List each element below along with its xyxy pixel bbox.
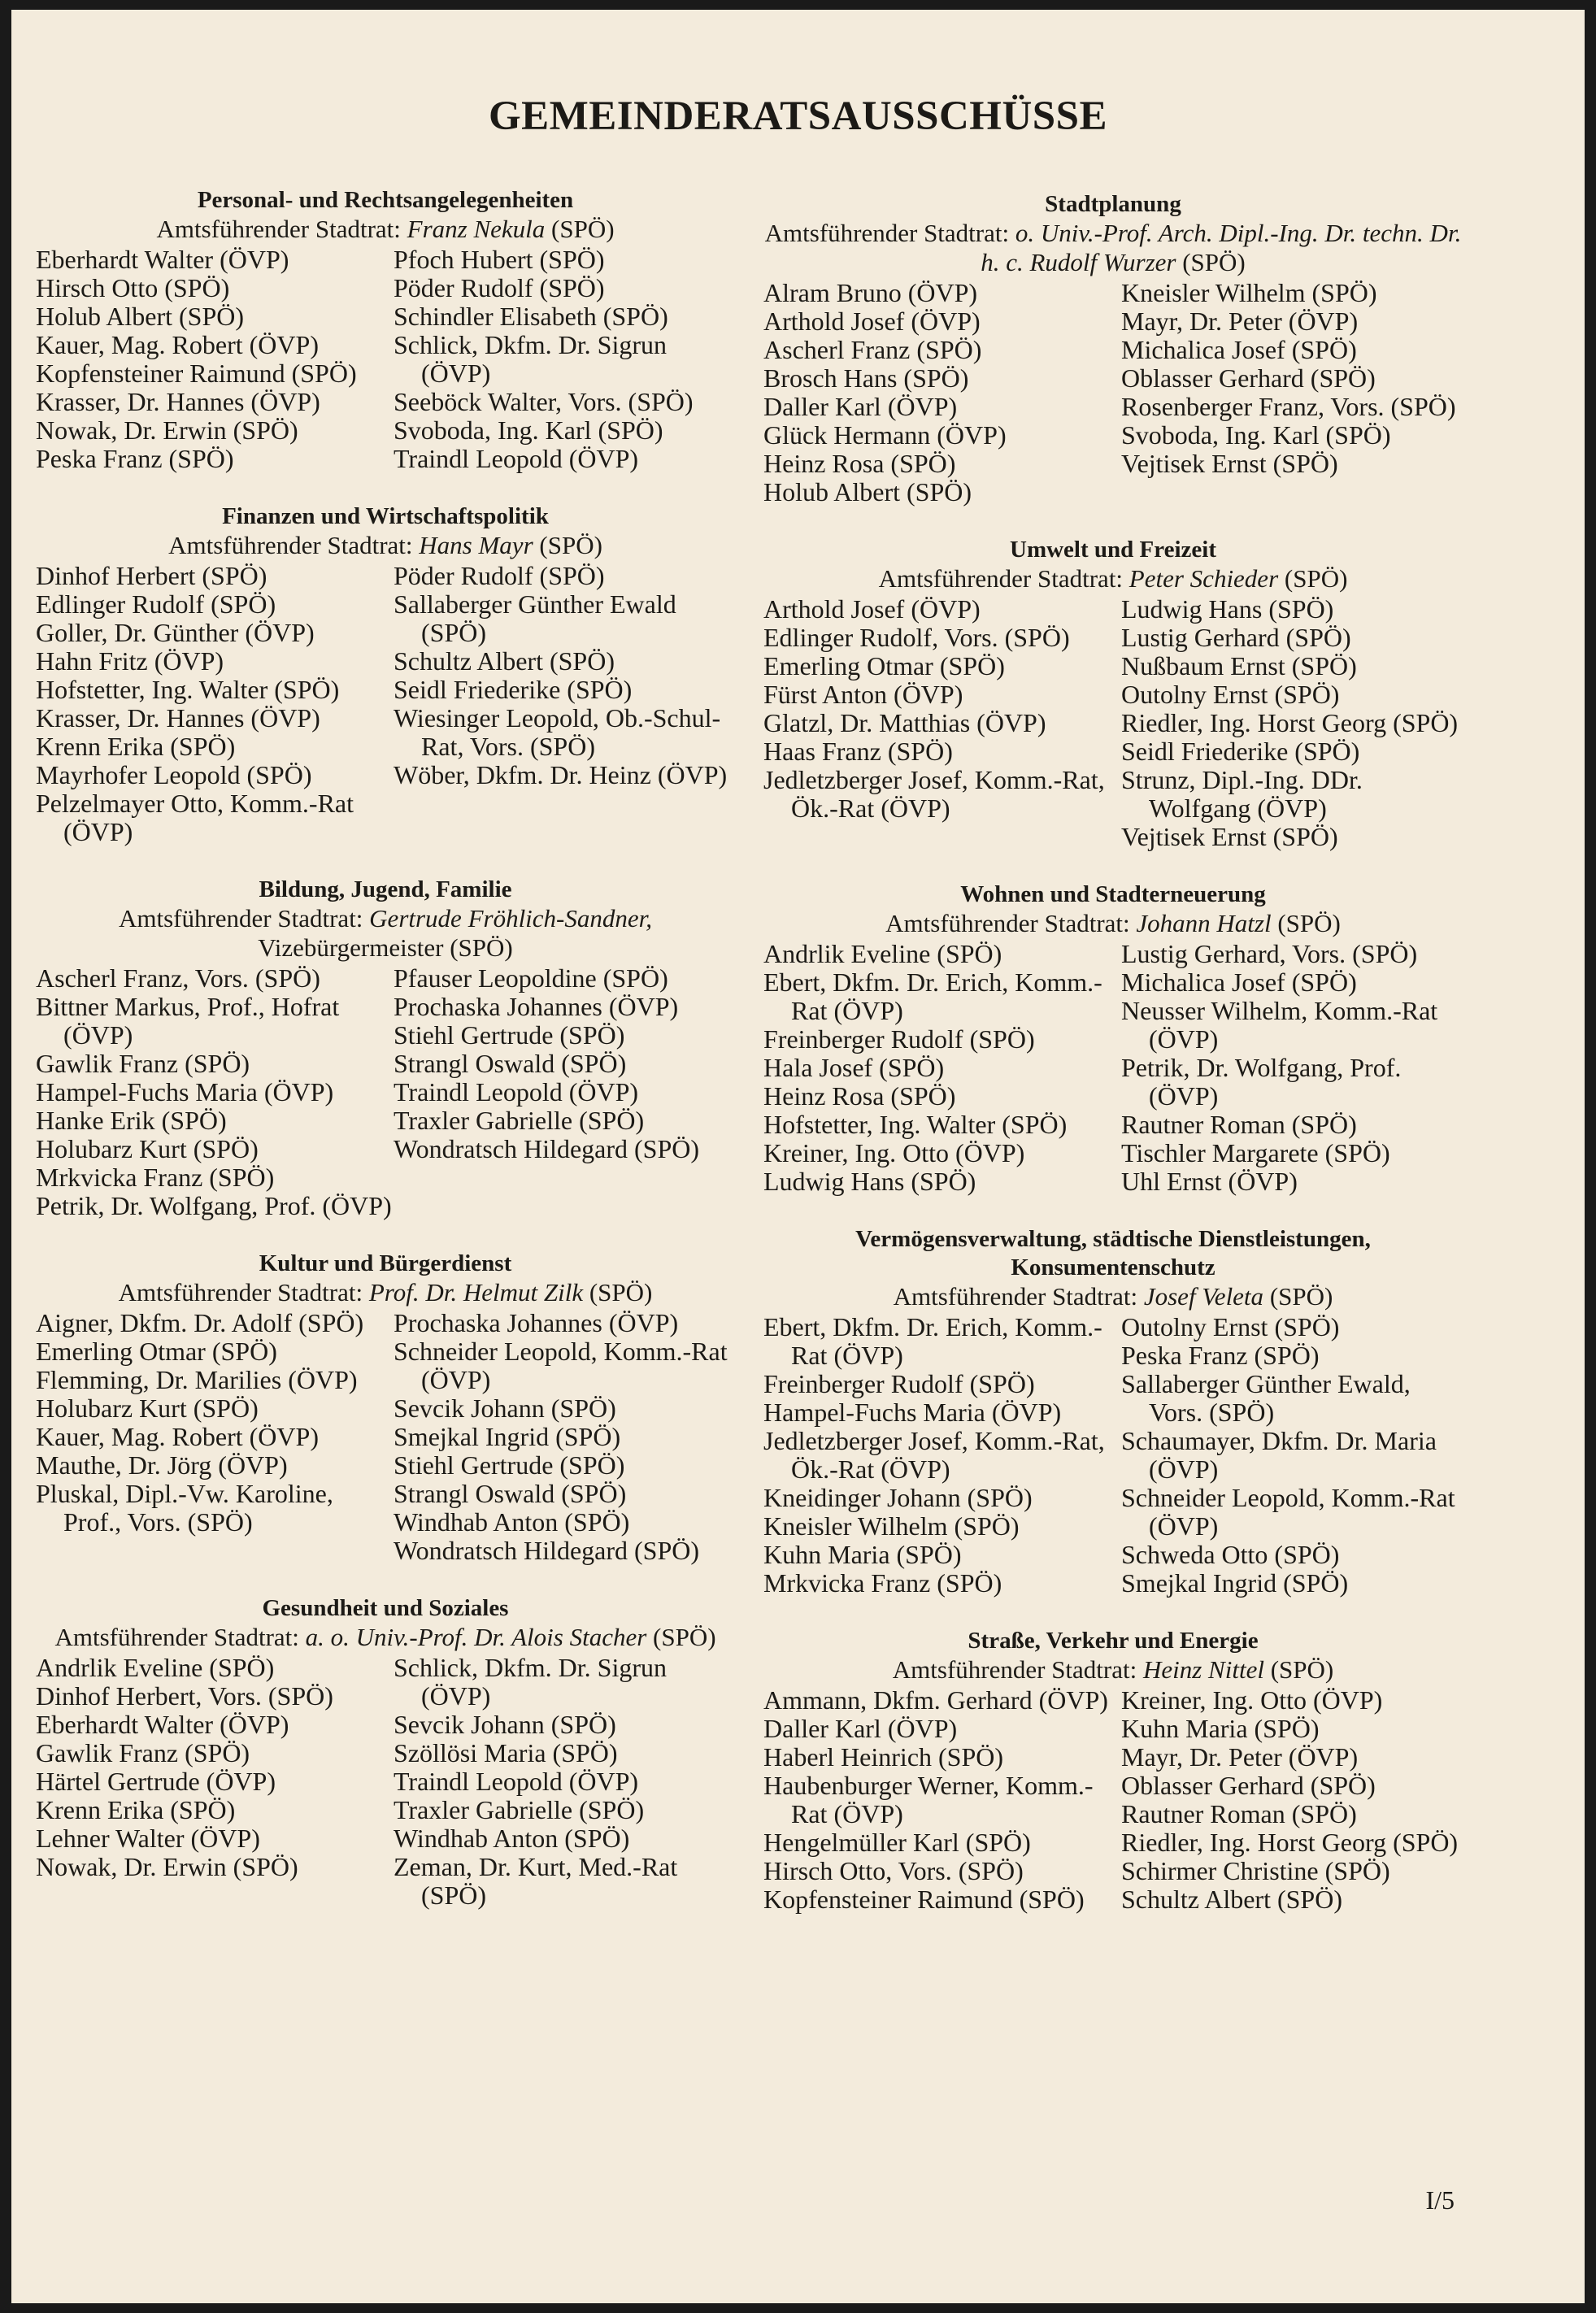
member-entry: Edlinger Rudolf, Vors. (SPÖ) [763,623,1070,652]
member-entry: Holubarz Kurt (SPÖ) [36,1134,259,1163]
member-entry: Kauer, Mag. Robert (ÖVP) [36,1422,319,1451]
member-entry: Mayr, Dr. Peter (ÖVP) [1121,1742,1359,1772]
committee-chair [763,1282,1463,1311]
member-entry: Kopfensteiner Raimund (SPÖ) [763,1885,1085,1914]
member-column-2 [1121,279,1463,507]
member-entry: Sallaberger Günther Ewald, Vors. (SPÖ) [1121,1369,1411,1427]
chair-name: Hans Mayr [419,531,533,559]
member-entry: Sevcik Johann (SPÖ) [394,1710,616,1739]
member-entry: Ascherl Franz (SPÖ) [763,335,982,364]
document-page [11,10,1585,2303]
member-entry: Heinz Rosa (SPÖ) [763,449,956,478]
member-entry: Hofstetter, Ing. Walter (SPÖ) [36,675,340,704]
committee-chair [763,909,1463,938]
member-column-1 [36,246,394,473]
member-entry: Tischler Margarete (SPÖ) [1121,1138,1390,1167]
member-entry: Hofstetter, Ing. Walter (SPÖ) [763,1110,1068,1139]
member-entry: Schindler Elisabeth (SPÖ) [394,302,668,331]
member-entry: Flemming, Dr. Marilies (ÖVP) [36,1365,358,1394]
chair-party: (SPÖ) [1284,564,1348,593]
member-entry: Schlick, Dkfm. Dr. Sigrun (ÖVP) [394,1653,667,1711]
page-title: GEMEINDERATSAUSSCHÜSSE [488,93,1108,139]
member-entry: Szöllösi Maria (SPÖ) [394,1738,618,1767]
member-entry: Mrkvicka Franz (SPÖ) [36,1163,275,1192]
member-entry: Ebert, Dkfm. Dr. Erich, Komm.-Rat (ÖVP) [763,967,1102,1025]
member-entry: Sevcik Johann (SPÖ) [394,1393,616,1423]
member-entry: Strangl Oswald (SPÖ) [394,1479,627,1508]
chair-party: (SPÖ) [551,215,615,243]
member-column-2 [1121,940,1463,1196]
member-entry: Glatzl, Dr. Matthias (ÖVP) [763,708,1046,737]
left-column [36,186,735,1939]
member-entry: Vejtisek Ernst (SPÖ) [1121,449,1338,478]
committee-title: Straße, Verkehr und Energie [968,1628,1259,1654]
member-entry: Prochaska Johannes (ÖVP) [394,992,679,1021]
member-entry: Freinberger Rudolf (SPÖ) [763,1369,1035,1398]
member-entry: Traindl Leopold (ÖVP) [394,444,639,473]
member-entry: Freinberger Rudolf (SPÖ) [763,1024,1035,1054]
member-entry: Emerling Otmar (SPÖ) [763,651,1005,680]
member-entry: Hanke Erik (SPÖ) [36,1106,227,1135]
chair-label: Amtsführender Stadtrat: [118,1278,363,1306]
member-entry: Krenn Erika (SPÖ) [36,1795,236,1824]
member-column-2 [1121,595,1463,851]
chair-party: (SPÖ) [539,531,602,559]
member-entry: Traindl Leopold (ÖVP) [394,1077,639,1107]
member-entry: Jedletzberger Josef, Komm.-Rat, Ök.-Rat (ÖVP) [763,1426,1105,1484]
member-entry: Hampel-Fuchs Maria (ÖVP) [36,1077,334,1107]
member-entry: Kneisler Wilhelm (SPÖ) [1121,278,1377,307]
member-entry: Windhab Anton (SPÖ) [394,1507,630,1537]
member-entry: Lehner Walter (ÖVP) [36,1824,260,1853]
committee-chair [36,1623,735,1652]
member-entry: Rautner Roman (SPÖ) [1121,1110,1357,1139]
member-list [763,1313,1463,1598]
chair-name: Prof. Dr. Helmut Zilk [368,1278,584,1306]
member-entry: Mayr, Dr. Peter (ÖVP) [1121,307,1359,336]
committee-title: Stadtplanung [1045,191,1181,217]
member-entry: Ammann, Dkfm. Gerhard (ÖVP) [763,1685,1108,1715]
chair-name: o. Univ.-Prof. Arch. Dipl.-Ing. Dr. techn. Dr. h. c. Rudolf Wurzer [981,219,1462,276]
member-entry: Nußbaum Ernst (SPÖ) [1121,651,1357,680]
chair-party: (SPÖ) [1270,1655,1334,1684]
chair-party: (SPÖ) [1269,1282,1333,1311]
member-entry: Eberhardt Walter (ÖVP) [36,1710,289,1739]
member-entry: Wöber, Dkfm. Dr. Heinz (ÖVP) [394,760,728,789]
chair-name: Josef Veleta [1143,1282,1264,1311]
committee-chair [763,1655,1463,1685]
member-entry: Krasser, Dr. Hannes (ÖVP) [36,703,320,733]
member-entry: Hengelmüller Karl (SPÖ) [763,1828,1031,1857]
member-entry: Peska Franz (SPÖ) [1121,1341,1320,1370]
chair-label: Amtsführender Stadtrat: [893,1282,1138,1311]
committee-chair [36,1278,735,1307]
chair-label: Amtsführender Stadtrat: [892,1655,1137,1684]
member-entry: Pöder Rudolf (SPÖ) [394,561,605,590]
member-entry: Rosenberger Franz, Vors. (SPÖ) [1121,392,1456,421]
committee-section [763,880,1463,1196]
member-entry: Kreiner, Ing. Otto (ÖVP) [763,1138,1025,1167]
committee-section [36,876,735,1220]
member-entry: Strunz, Dipl.-Ing. DDr. Wolfgang (ÖVP) [1121,765,1363,823]
member-list [36,246,735,473]
member-entry: Stiehl Gertrude (SPÖ) [394,1020,625,1050]
member-entry: Krasser, Dr. Hannes (ÖVP) [36,387,320,416]
member-entry: Pluskal, Dipl.-Vw. Karoline, Prof., Vors. (SPÖ) [36,1479,333,1537]
chair-label: Amtsführender Stadtrat: [885,909,1130,937]
member-column-2 [394,246,735,473]
member-entry: Neusser Wilhelm, Komm.-Rat (ÖVP) [1121,996,1438,1054]
member-entry: Riedler, Ing. Horst Georg (SPÖ) [1121,1828,1459,1857]
member-entry: Seidl Friederike (SPÖ) [394,675,633,704]
member-entry: Holubarz Kurt (SPÖ) [36,1393,259,1423]
member-list [763,1686,1463,1914]
member-entry: Härtel Gertrude (ÖVP) [36,1767,276,1796]
member-entry: Smejkal Ingrid (SPÖ) [394,1422,621,1451]
member-entry: Ludwig Hans (SPÖ) [1121,594,1334,624]
chair-name: a. o. Univ.-Prof. Dr. Alois Stacher [305,1623,647,1651]
committee-section [36,1250,735,1565]
member-entry: Outolny Ernst (SPÖ) [1121,680,1340,709]
right-column [763,190,1463,1943]
member-entry: Ascherl Franz, Vors. (SPÖ) [36,963,320,993]
member-entry: Schlick, Dkfm. Dr. Sigrun (ÖVP) [394,330,667,388]
chair-name: Heinz Nittel [1142,1655,1264,1684]
member-entry: Lustig Gerhard, Vors. (SPÖ) [1121,939,1418,968]
member-entry: Riedler, Ing. Horst Georg (SPÖ) [1121,708,1459,737]
member-column-1 [36,964,394,1220]
member-column-2 [394,1309,735,1565]
member-column-1 [763,940,1121,1196]
member-entry: Uhl Ernst (ÖVP) [1121,1167,1298,1196]
member-entry: Schultz Albert (SPÖ) [1121,1885,1342,1914]
member-column-1 [763,279,1121,507]
committee-title: Gesundheit und Soziales [262,1595,509,1621]
member-entry: Michalica Josef (SPÖ) [1121,335,1357,364]
member-entry: Holub Albert (SPÖ) [763,477,972,507]
chair-label: Amtsführender Stadtrat: [764,219,1010,247]
member-entry: Kuhn Maria (SPÖ) [1121,1714,1320,1743]
member-entry: Hirsch Otto, Vors. (SPÖ) [763,1856,1024,1885]
member-entry: Schaumayer, Dkfm. Dr. Maria (ÖVP) [1121,1426,1437,1484]
member-entry: Vejtisek Ernst (SPÖ) [1121,822,1338,851]
member-entry: Hirsch Otto (SPÖ) [36,273,230,302]
member-entry: Oblasser Gerhard (SPÖ) [1121,363,1376,393]
member-entry: Pfoch Hubert (SPÖ) [394,245,605,274]
member-entry: Gawlik Franz (SPÖ) [36,1049,250,1078]
committee-chair [36,531,735,560]
member-entry: Krenn Erika (SPÖ) [36,732,236,761]
member-entry: Edlinger Rudolf (SPÖ) [36,589,276,619]
member-entry: Arthold Josef (ÖVP) [763,307,981,336]
member-entry: Rautner Roman (SPÖ) [1121,1799,1357,1828]
member-column-1 [36,1309,394,1565]
chair-label: Amtsführender Stadtrat: [168,531,413,559]
chair-name: Gertrude Fröhlich-Sandner, [369,904,653,933]
member-entry: Lustig Gerhard (SPÖ) [1121,623,1351,652]
member-list [763,940,1463,1196]
member-list [763,595,1463,851]
member-entry: Goller, Dr. Günther (ÖVP) [36,618,315,647]
member-entry: Kneidinger Johann (SPÖ) [763,1483,1033,1512]
member-entry: Wondratsch Hildegard (SPÖ) [394,1134,700,1163]
member-entry: Traindl Leopold (ÖVP) [394,1767,639,1796]
member-entry: Pöder Rudolf (SPÖ) [394,273,605,302]
member-column-1 [763,1313,1121,1598]
member-entry: Dinhof Herbert (SPÖ) [36,561,267,590]
member-entry: Nowak, Dr. Erwin (SPÖ) [36,1852,298,1881]
member-list [36,964,735,1220]
chair-name: Peter Schieder [1129,564,1279,593]
member-entry: Windhab Anton (SPÖ) [394,1824,630,1853]
member-entry: Andrlik Eveline (SPÖ) [36,1653,275,1682]
member-column-2 [1121,1313,1463,1598]
member-entry: Kopfensteiner Raimund (SPÖ) [36,359,357,388]
member-entry: Svoboda, Ing. Karl (SPÖ) [1121,420,1391,450]
member-entry: Seidl Friederike (SPÖ) [1121,737,1360,766]
chair-party: Vizebürgermeister (SPÖ) [258,933,513,962]
member-entry: Mauthe, Dr. Jörg (ÖVP) [36,1450,288,1480]
member-entry: Stiehl Gertrude (SPÖ) [394,1450,625,1480]
member-entry: Alram Bruno (ÖVP) [763,278,978,307]
member-entry: Schneider Leopold, Komm.-Rat (ÖVP) [1121,1483,1455,1541]
chair-party: (SPÖ) [1277,909,1341,937]
committee-section [36,1594,735,1910]
committee-chair [36,904,735,963]
chair-label: Amtsführender Stadtrat: [118,904,363,933]
member-entry: Aigner, Dkfm. Dr. Adolf (SPÖ) [36,1308,364,1337]
member-entry: Kneisler Wilhelm (SPÖ) [763,1511,1020,1541]
member-entry: Holub Albert (SPÖ) [36,302,244,331]
member-entry: Kreiner, Ing. Otto (ÖVP) [1121,1685,1383,1715]
member-entry: Brosch Hans (SPÖ) [763,363,969,393]
member-column-2 [394,1654,735,1910]
member-entry: Peska Franz (SPÖ) [36,444,234,473]
member-entry: Nowak, Dr. Erwin (SPÖ) [36,415,298,445]
member-entry: Petrik, Dr. Wolfgang, Prof. (ÖVP) [1121,1053,1402,1111]
member-entry: Hahn Fritz (ÖVP) [36,646,224,676]
member-column-2 [394,562,735,846]
member-entry: Oblasser Gerhard (SPÖ) [1121,1771,1376,1800]
committee-title: Bildung, Jugend, Familie [259,876,512,902]
chair-name: Franz Nekula [407,215,546,243]
member-entry: Schweda Otto (SPÖ) [1121,1540,1340,1569]
member-entry: Schneider Leopold, Komm.-Rat (ÖVP) [394,1337,728,1394]
member-entry: Eberhardt Walter (ÖVP) [36,245,289,274]
member-entry: Kauer, Mag. Robert (ÖVP) [36,330,319,359]
committee-title: Vermögensverwaltung, städtische Dienstleistungen, Konsumentenschutz [855,1226,1371,1280]
member-entry: Ludwig Hans (SPÖ) [763,1167,976,1196]
member-entry: Smejkal Ingrid (SPÖ) [1121,1568,1349,1598]
member-entry: Mayrhofer Leopold (SPÖ) [36,760,312,789]
member-entry: Hampel-Fuchs Maria (ÖVP) [763,1398,1062,1427]
chair-label: Amtsführender Stadtrat: [156,215,401,243]
member-column-1 [763,595,1121,851]
member-entry: Daller Karl (ÖVP) [763,1714,958,1743]
member-entry: Strangl Oswald (SPÖ) [394,1049,627,1078]
member-entry: Ebert, Dkfm. Dr. Erich, Komm.-Rat (ÖVP) [763,1312,1102,1370]
committee-title: Finanzen und Wirtschaftspolitik [222,503,549,529]
committee-title: Kultur und Bürgerdienst [259,1250,512,1276]
member-entry: Andrlik Eveline (SPÖ) [763,939,1002,968]
member-column-1 [36,1654,394,1910]
committee-section [763,536,1463,851]
committee-title: Wohnen und Stadterneuerung [960,881,1266,907]
member-entry: Traxler Gabrielle (SPÖ) [394,1795,645,1824]
member-entry: Haas Franz (SPÖ) [763,737,953,766]
member-entry: Mrkvicka Franz (SPÖ) [763,1568,1002,1598]
member-entry: Prochaska Johannes (ÖVP) [394,1308,679,1337]
chair-label: Amtsführender Stadtrat: [54,1623,299,1651]
member-entry: Svoboda, Ing. Karl (SPÖ) [394,415,663,445]
committee-title: Umwelt und Freizeit [1010,537,1216,563]
member-entry: Bittner Markus, Prof., Hofrat (ÖVP) [36,992,340,1050]
committee-section [763,1225,1463,1598]
member-column-1 [763,1686,1121,1914]
member-entry: Kuhn Maria (SPÖ) [763,1540,962,1569]
member-entry: Arthold Josef (ÖVP) [763,594,981,624]
member-entry: Sallaberger Günther Ewald (SPÖ) [394,589,676,647]
member-list [763,279,1463,507]
member-entry: Jedletzberger Josef, Komm.-Rat, Ök.-Rat (ÖVP) [763,765,1105,823]
committee-section [36,186,735,473]
member-column-1 [36,562,394,846]
member-entry: Haberl Heinrich (SPÖ) [763,1742,1004,1772]
member-entry: Daller Karl (ÖVP) [763,392,958,421]
chair-party: (SPÖ) [1182,248,1246,276]
member-entry: Glück Hermann (ÖVP) [763,420,1007,450]
member-entry: Emerling Otmar (SPÖ) [36,1337,277,1366]
member-entry: Hala Josef (SPÖ) [763,1053,945,1082]
member-column-2 [1121,1686,1463,1914]
member-entry: Gawlik Franz (SPÖ) [36,1738,250,1767]
committee-section [763,1627,1463,1914]
member-entry: Pelzelmayer Otto, Komm.-Rat (ÖVP) [36,789,354,846]
member-entry: Fürst Anton (ÖVP) [763,680,963,709]
member-entry: Outolny Ernst (SPÖ) [1121,1312,1340,1341]
chair-name: Johann Hatzl [1136,909,1272,937]
chair-party: (SPÖ) [653,1623,716,1651]
member-entry: Traxler Gabrielle (SPÖ) [394,1106,645,1135]
committee-chair [36,215,735,244]
member-entry: Haubenburger Werner, Komm.-Rat (ÖVP) [763,1771,1094,1828]
member-entry: Wondratsch Hildegard (SPÖ) [394,1536,700,1565]
member-entry: Wiesinger Leopold, Ob.-Schul-Rat, Vors. (SPÖ) [394,703,721,761]
member-entry: Seeböck Walter, Vors. (SPÖ) [394,387,694,416]
committee-section [763,190,1463,507]
chair-label: Amtsführender Stadtrat: [878,564,1124,593]
page-number: I/5 [1425,2185,1455,2215]
member-entry: Petrik, Dr. Wolfgang, Prof. (ÖVP) [36,1191,392,1220]
member-entry: Dinhof Herbert, Vors. (SPÖ) [36,1681,333,1711]
member-list [36,1654,735,1910]
member-entry: Schirmer Christine (SPÖ) [1121,1856,1390,1885]
chair-party: (SPÖ) [589,1278,653,1306]
committee-section [36,502,735,846]
committee-chair [763,219,1463,277]
member-entry: Schultz Albert (SPÖ) [394,646,615,676]
member-entry: Michalica Josef (SPÖ) [1121,967,1357,997]
committee-title: Personal- und Rechtsangelegenheiten [197,187,574,213]
committee-chair [763,564,1463,593]
member-entry: Pfauser Leopoldine (SPÖ) [394,963,668,993]
member-entry: Zeman, Dr. Kurt, Med.-Rat (SPÖ) [394,1852,678,1910]
member-column-2 [394,964,735,1220]
member-list [36,1309,735,1565]
member-entry: Heinz Rosa (SPÖ) [763,1081,956,1111]
member-list [36,562,735,846]
